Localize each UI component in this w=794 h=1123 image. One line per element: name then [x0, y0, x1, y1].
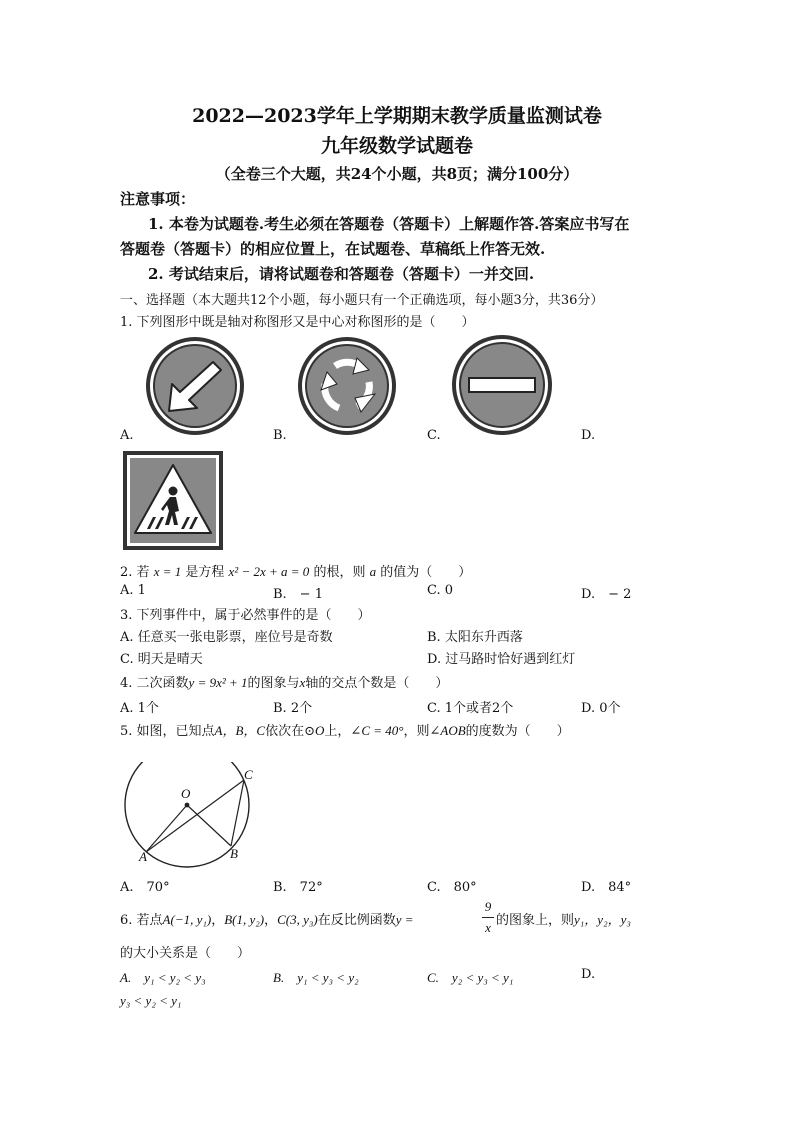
q1-option-c-label: C.	[427, 428, 441, 443]
q5-option-a: A. 70°	[120, 880, 170, 895]
q6-stem-line-1: 6. 若点A(−1, y₁)，B(1, y₂)，C(3, y₃)在反比例函数y =	[120, 912, 414, 928]
q4-option-d: D. 0个	[581, 701, 621, 716]
q6-stem-line-2: 的大小关系是（ ）	[120, 946, 251, 961]
note-item-1-line-2: 答题卷（答题卡）的相应位置上，在试题卷、草稿纸上作答无效.	[120, 240, 546, 258]
q5-mid2: 上，	[324, 724, 351, 739]
q2-post: 的值为（ ）	[380, 565, 472, 580]
q5-mid: 依次在	[265, 724, 305, 739]
q5-label-a: A	[139, 849, 147, 864]
q5-label-c: C	[244, 767, 253, 782]
q6-option-a: A. y₁ < y₂ < y₃	[120, 970, 206, 985]
q5-option-b: B. 72°	[273, 880, 323, 895]
no-entry-sign-icon	[451, 334, 553, 436]
q6-pre: 6. 若点	[120, 913, 163, 928]
q3-option-c: C. 明天是晴天	[120, 652, 203, 667]
q6-mid2: 的图象上，则	[496, 913, 575, 928]
q6-mid: 在反比例函数	[317, 913, 396, 928]
q4-function: y = 9x² + 1	[188, 675, 248, 690]
note-item-2: 2. 考试结束后，请将试题卷和答题卷（答题卡）一并交回.	[148, 265, 535, 283]
q2-option-d: D. − 2	[581, 587, 632, 602]
exam-subtitle: 九年级数学试题卷	[320, 135, 473, 157]
q6-stem-line-1-tail	[496, 909, 631, 928]
q5-post: 的度数为（ ）	[465, 724, 570, 739]
q4-pre: 4. 二次函数	[120, 676, 189, 691]
q2-option-c: C. 0	[427, 583, 454, 598]
exam-info: （全卷三个大题，共24个小题，共8页；满分100分）	[215, 165, 579, 183]
q6-vars: y₁，y₂，y₃	[574, 912, 631, 927]
q6-function-lhs: y =	[395, 912, 414, 927]
notes-heading: 注意事项：	[120, 190, 196, 208]
q5-angle: ∠C = 40°	[350, 723, 404, 738]
q6-point-b: B(1, y₂)	[224, 912, 265, 927]
q1-option-a-label: A.	[120, 428, 134, 443]
q5-label-o: O	[181, 786, 191, 801]
q4-option-a: A. 1个	[120, 701, 159, 716]
q2-mid: 是方程	[185, 565, 225, 580]
q5-points: A，B，C	[214, 723, 266, 738]
q5-pre: 5. 如图，已知点	[120, 724, 215, 739]
q2-option-a: A. 1	[120, 583, 146, 598]
q5-mid3: ，则	[403, 724, 430, 739]
q4-option-c: C. 1个或者2个	[427, 701, 514, 716]
q2-pre: 2. 若	[120, 565, 150, 580]
q5-option-c: C. 80°	[427, 880, 477, 895]
q4-option-b: B. 2个	[273, 701, 313, 716]
q6-option-c: C. y₂ < y₃ < y₁	[427, 970, 514, 985]
q3-option-d: D. 过马路时恰好遇到红灯	[427, 652, 576, 667]
q5-target: ∠AOB	[429, 723, 466, 738]
q6-fraction-denominator: x	[485, 920, 491, 935]
exam-title: 2022—2023学年上学期期末教学质量监测试卷	[192, 105, 602, 127]
q2-variable: a	[369, 564, 377, 579]
q4-axis: x	[299, 675, 306, 690]
q4-post: 轴的交点个数是（ ）	[305, 676, 449, 691]
q6-point-a: A(−1, y₁)	[162, 912, 212, 927]
down-left-arrow-sign-icon	[145, 336, 245, 436]
q2-condition: x = 1	[153, 564, 182, 579]
q6-option-d-label: D.	[581, 967, 596, 982]
q3-stem: 3. 下列事件中，属于必然事件的是（ ）	[120, 608, 371, 623]
q5-label-b: B	[230, 846, 238, 861]
q2-equation: x² − 2x + a = 0	[228, 564, 310, 579]
q3-option-b: B. 太阳东升西落	[427, 630, 523, 645]
section-1-heading: 一、选择题（本大题共12个小题，每小题只有一个正确选项，每小题3分，共36分）	[120, 293, 604, 308]
q5-circle: ⊙O	[304, 723, 325, 738]
roundabout-sign-icon	[297, 336, 397, 436]
note-item-1-line-1: 1. 本卷为试题卷.考生必须在答题卷（答题卡）上解题作答.答案应书写在	[148, 215, 630, 233]
q6-fraction-bar	[482, 917, 494, 918]
q4-stem	[120, 672, 448, 691]
q2-stem	[120, 561, 471, 580]
q1-stem: 1. 下列图形中既是轴对称图形又是中心对称图形的是（ ）	[120, 315, 475, 330]
q5-option-d: D. 84°	[581, 880, 632, 895]
q6-fraction-numerator: 9	[484, 899, 492, 914]
q3-option-a: A. 任意买一张电影票，座位号是奇数	[120, 630, 333, 645]
q6-point-c: C(3, y₃)	[277, 912, 318, 927]
q2-option-b: B. − 1	[273, 587, 323, 602]
q5-stem	[120, 720, 570, 739]
q4-mid: 的图象与	[247, 676, 300, 691]
pedestrian-crossing-sign-icon	[123, 451, 223, 550]
q1-option-d-label: D.	[581, 428, 596, 443]
q6-option-b: B. y₁ < y₃ < y₂	[273, 970, 359, 985]
q1-option-b-label: B.	[273, 428, 287, 443]
q6-option-d-value: y₃ < y₂ < y₁	[120, 993, 182, 1008]
q2-mid2: 的根，则	[313, 565, 366, 580]
